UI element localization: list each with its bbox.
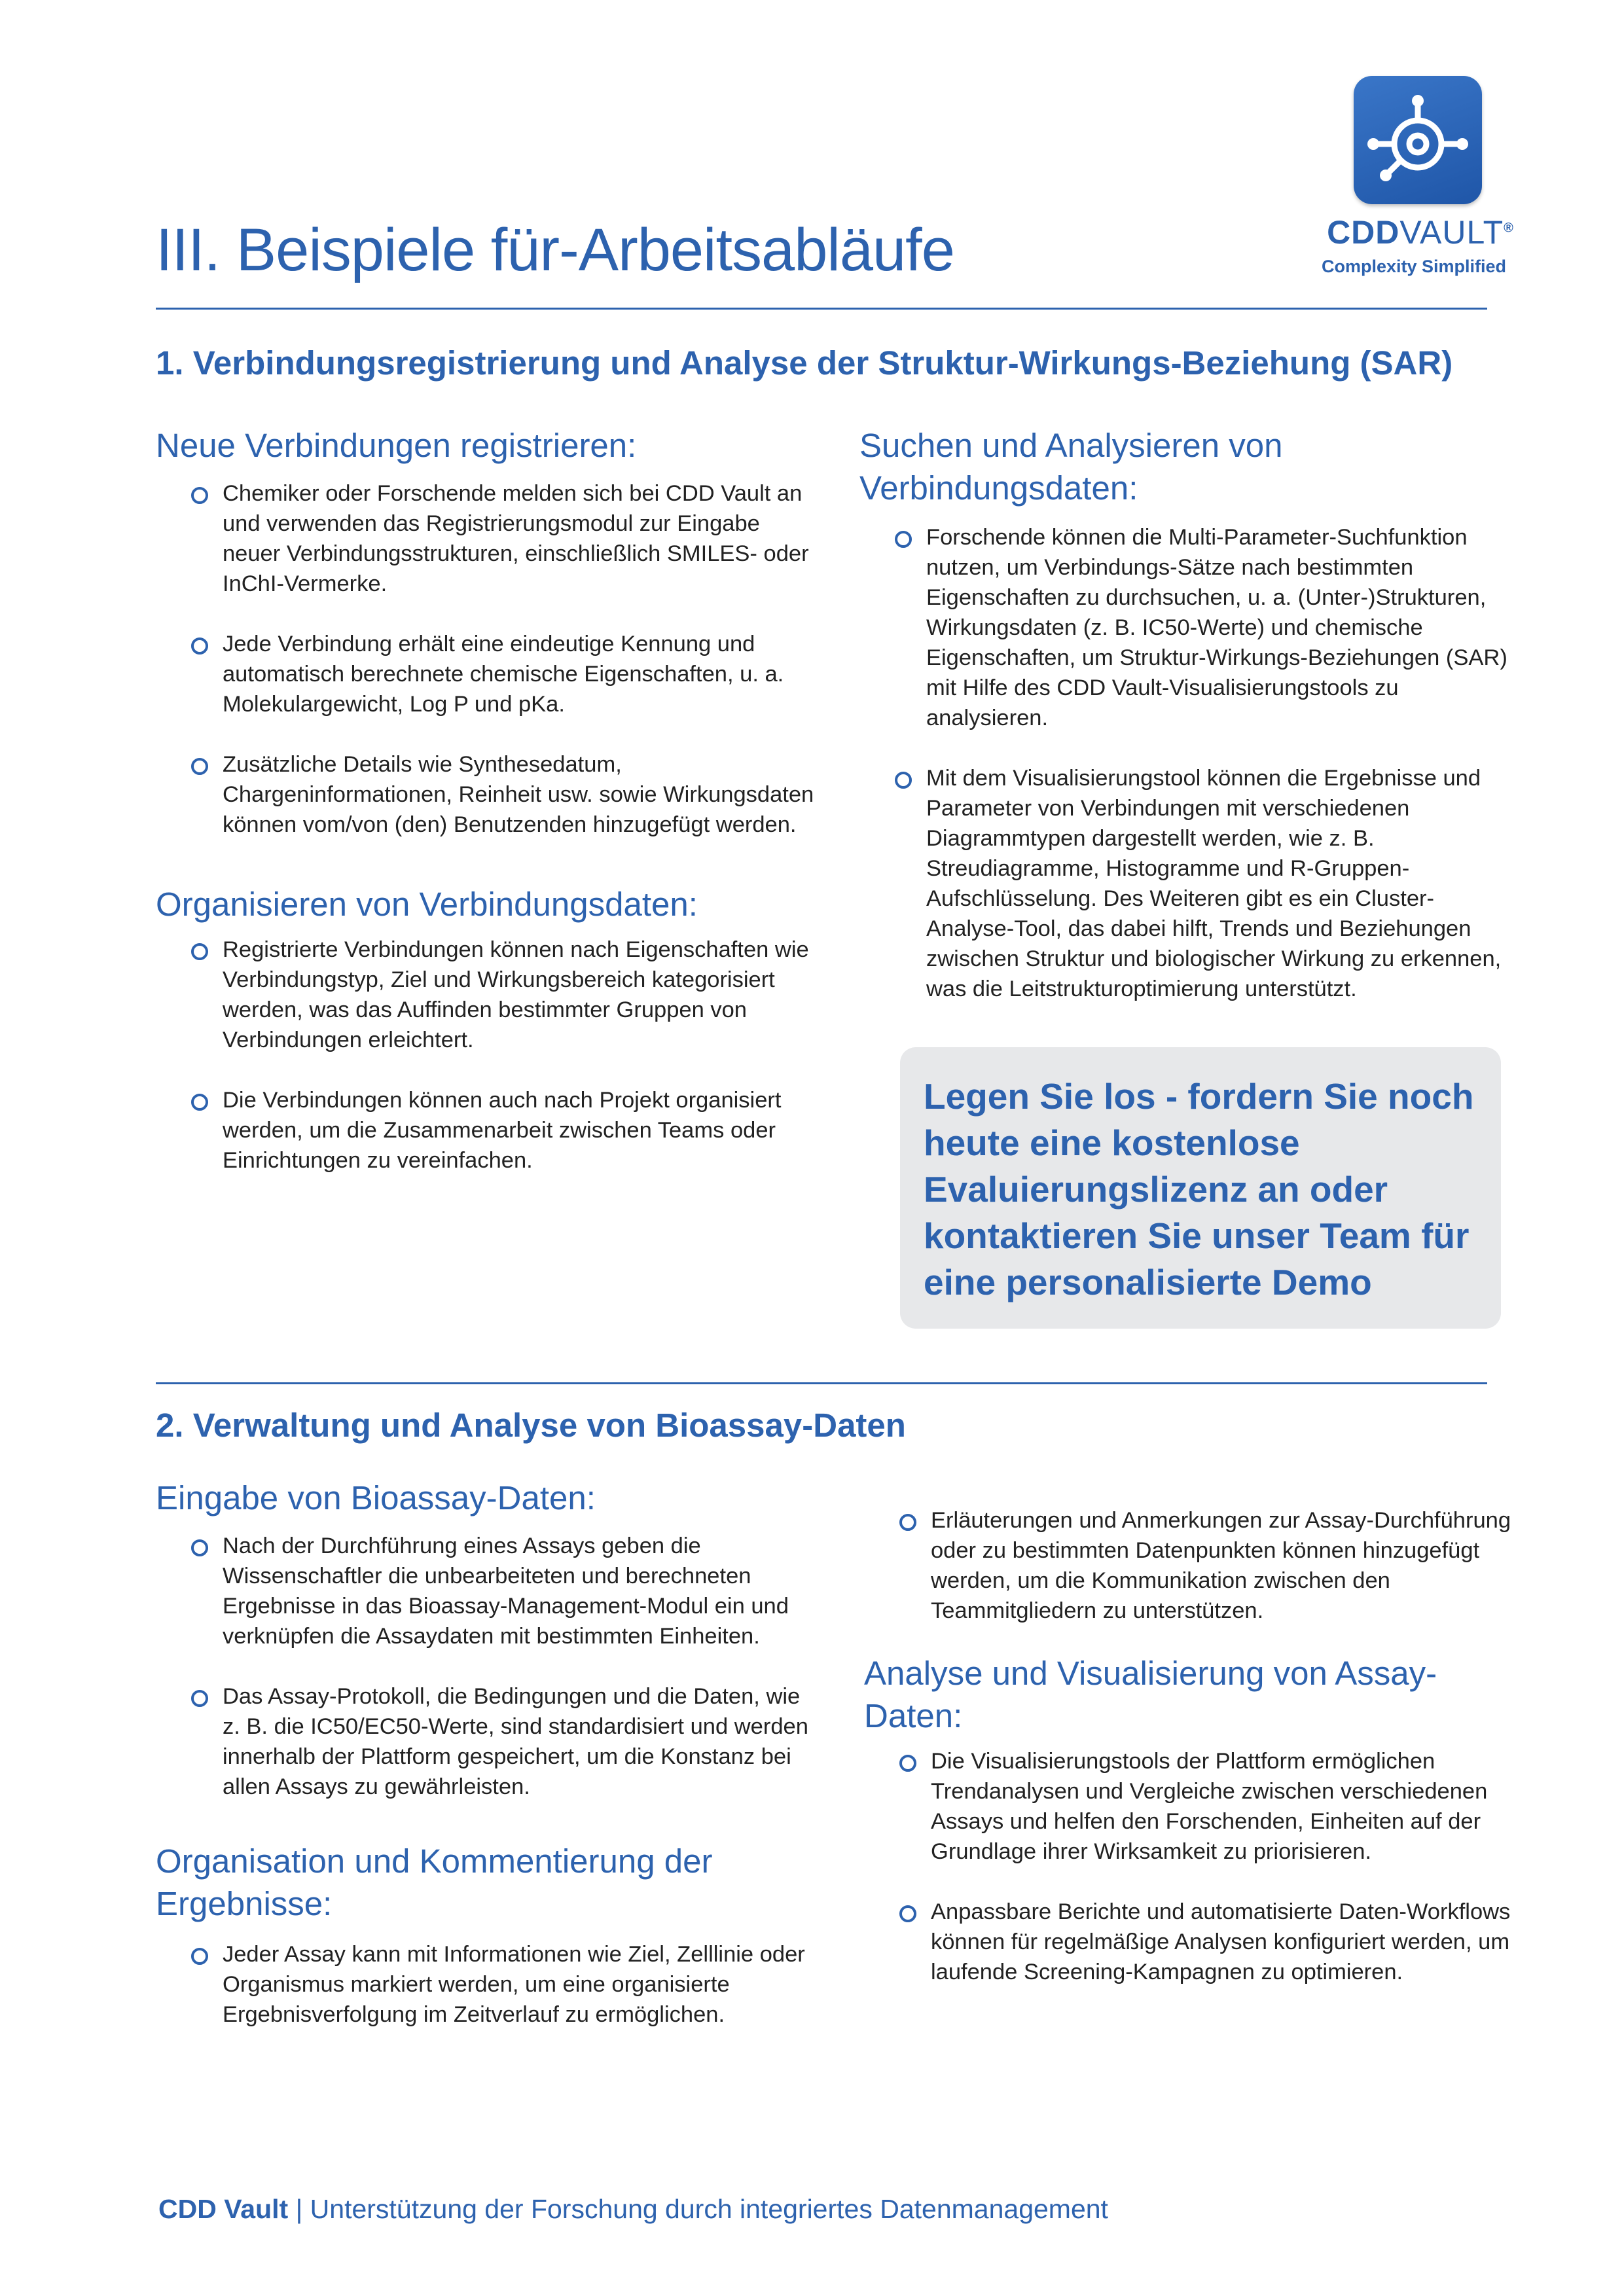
list-item: Die Verbindungen können auch nach Projekt organisiert werden, um die Zusammenarbeit zwischen Teams oder Einrichtungen zu vereinfachen. [156, 1085, 823, 1175]
bullet-circle-icon [899, 1514, 916, 1531]
s1-right-block1-list [859, 522, 1521, 1004]
s2-block2-list [156, 1939, 823, 2030]
cta-text[interactable]: Legen Sie los - fordern Sie noch heute eine kostenlose Evaluierungslizenz an oder kontaktieren Sie unser Team für eine personalisierte Demo [924, 1076, 1474, 1302]
footer-text: Unterstützung der Forschung durch integriertes Datenmanagement [310, 2194, 1108, 2224]
s1-block2-list [156, 935, 823, 1175]
list-item: Registrierte Verbindungen können nach Eigenschaften wie Verbindungstyp, Ziel und Wirkungsbereich kategorisiert werden, was das Auffinden bestimmter Gruppen von Verbindungen erleichtert. [156, 935, 823, 1055]
list-item: Mit dem Visualisierungstool können die Ergebnisse und Parameter von Verbindungen mit verschiedenen Diagrammtypen dargestellt werden, wie z. B. Streudiagramme, Histogramme und R-Gruppen-Aufschlüsselung. Des Weiteren gibt es ein Cluster-Analyse-Tool, das dabei hilft, Trends und Beziehungen zwischen Struktur und biologischer Wirkung zu erkennen, was die Leitstrukturoptimierung unterstützt. [859, 763, 1521, 1004]
s1-block2-title: Organisieren von Verbindungsdaten: [156, 886, 698, 923]
bullet-circle-icon [899, 1755, 916, 1772]
s2-block1-title: Eingabe von Bioassay-Daten: [156, 1479, 596, 1516]
section2-right-column [864, 1505, 1519, 1987]
cta-box[interactable] [900, 1047, 1501, 1329]
list-item: Jeder Assay kann mit Informationen wie Ziel, Zelllinie oder Organismus markiert werden, um eine organisierte Ergebnisverfolgung im Zeitverlauf zu ermöglichen. [156, 1939, 823, 2030]
bullet-circle-icon [191, 637, 208, 655]
bullet-circle-icon [191, 758, 208, 775]
bullet-circle-icon [895, 772, 912, 789]
s2-block2-title: Organisation und Kommentierung der Ergebnisse: [156, 1842, 713, 1922]
footer-brand: CDD Vault [158, 2194, 289, 2224]
list-item: Nach der Durchführung eines Assays geben die Wissenschaftler die unbearbeiteten und berechneten Ergebnisse in das Bioassay-Management-Modul ein und verknüpfen die Assaydaten mit bestimmten Einheiten. [156, 1531, 823, 1651]
page-title: III. Beispiele für-Arbeitsabläufe [156, 217, 954, 283]
list-item: Erläuterungen und Anmerkungen zur Assay-Durchführung oder zu bestimmten Datenpunkten können hinzugefügt werden, um die Kommunikation zwischen den Teammitgliedern zu unterstützen. [864, 1505, 1519, 1626]
footer [158, 2194, 1108, 2225]
cdd-vault-logo-icon [1354, 76, 1482, 204]
section2-heading: 2. Verwaltung und Analyse von Bioassay-Daten [156, 1407, 906, 1444]
section2-left-column [156, 1477, 823, 2030]
header-divider [156, 308, 1487, 310]
s2-right-block1-title: Analyse und Visualisierung von Assay-Daten: [864, 1655, 1437, 1734]
list-item: Die Visualisierungstools der Plattform ermöglichen Trendanalysen und Vergleiche zwischen verschiedenen Assays und helfen den Forschenden, Einheiten auf der Grundlage ihrer Wirksamkeit zu priorisieren. [864, 1746, 1519, 1867]
bullet-circle-icon [191, 1948, 208, 1965]
s1-block1-list [156, 478, 823, 840]
s2-right-block1-list [864, 1746, 1519, 1987]
logo-tagline: Complexity Simplified [1321, 257, 1507, 276]
s2-block1-list [156, 1531, 823, 1802]
list-item: Chemiker oder Forschende melden sich bei CDD Vault an und verwenden das Registrierungsmodul zur Eingabe neuer Verbindungsstrukturen, einschließlich SMILES- oder InChI-Vermerke. [156, 478, 823, 599]
section-divider [156, 1382, 1487, 1384]
list-item: Forschende können die Multi-Parameter-Suchfunktion nutzen, um Verbindungs-Sätze nach bestimmten Eigenschaften zu durchsuchen, u. a. (Unter-)Strukturen, Wirkungsdaten (z. B. IC50-Werte) und chemische Eigenschaften, um Struktur-Wirkungs-Beziehungen (SAR) mit Hilfe des CDD Vault-Visualisierungstools zu analysieren. [859, 522, 1521, 733]
s1-block1-title: Neue Verbindungen registrieren: [156, 427, 637, 464]
list-item: Zusätzliche Details wie Synthesedatum, Chargeninformationen, Reinheit usw. sowie Wirkungsdaten können vom/von (den) Benutzenden hinzugefügt werden. [156, 749, 823, 840]
s1-right-block1-title: Suchen und Analysieren von Verbindungsdaten: [859, 427, 1283, 507]
list-item: Anpassbare Berichte und automatisierte Daten-Workflows können für regelmäßige Analysen konfiguriert werden, um laufende Screening-Kampagnen zu optimieren. [864, 1897, 1519, 1987]
s2-right-block0-list [864, 1505, 1519, 1626]
bullet-circle-icon [191, 487, 208, 504]
bullet-circle-icon [899, 1905, 916, 1922]
bullet-circle-icon [191, 1094, 208, 1111]
logo-wordmark [1322, 213, 1519, 251]
logo-product: VAULT [1399, 214, 1504, 251]
footer-separator: | [295, 2194, 303, 2224]
bullet-circle-icon [191, 1690, 208, 1707]
bullet-circle-icon [191, 943, 208, 960]
section1-left-column [156, 424, 823, 1175]
bullet-circle-icon [895, 531, 912, 548]
list-item: Das Assay-Protokoll, die Bedingungen und die Daten, wie z. B. die IC50/EC50-Werte, sind standardisiert und werden innerhalb der Plattform gespeichert, um die Konstanz bei allen Assays zu gewährleisten. [156, 1681, 823, 1802]
section1-right-column [859, 424, 1521, 1004]
section1-heading: 1. Verbindungsregistrierung und Analyse der Struktur-Wirkungs-Beziehung (SAR) [156, 344, 1453, 382]
logo-brand: CDD [1327, 214, 1400, 251]
list-item: Jede Verbindung erhält eine eindeutige Kennung und automatisch berechnete chemische Eigenschaften, u. a. Molekulargewicht, Log P und pKa. [156, 629, 823, 719]
logo-registered: ® [1504, 221, 1514, 236]
bullet-circle-icon [191, 1539, 208, 1556]
